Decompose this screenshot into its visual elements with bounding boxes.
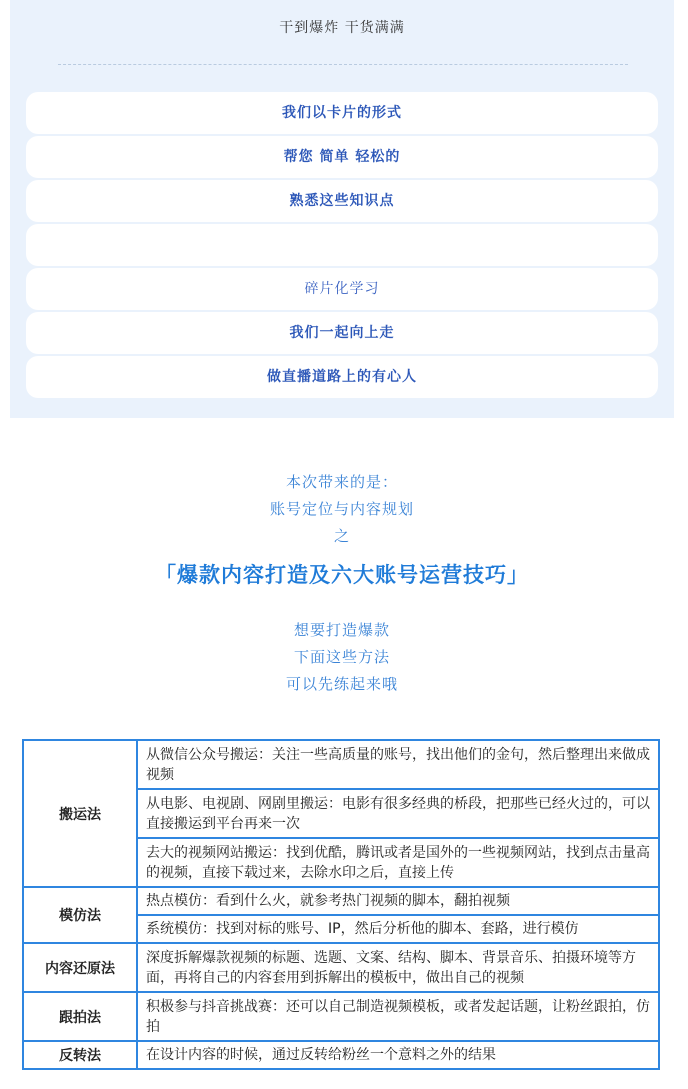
intro-line-6: 可以先练起来哦 (285, 675, 398, 693)
table-row (23, 887, 659, 915)
intro-line-5: 下面这些方法 (293, 648, 390, 666)
intro-line-1: 本次带来的是： (285, 473, 398, 491)
card-4-empty (26, 224, 658, 266)
intro-line-2: 账号定位与内容规划 (269, 500, 414, 518)
table-row (23, 1041, 659, 1069)
category-cell: 内容还原法 (23, 943, 137, 992)
card-6: 我们一起向上走 (26, 312, 658, 354)
methods-table (22, 739, 660, 1070)
card-1: 我们以卡片的形式 (26, 92, 658, 134)
method-cell: 从微信公众号搬运：关注一些高质量的账号，找出他们的金句，然后整理出来做成视频 (137, 740, 659, 789)
method-cell: 去大的视频网站搬运：找到优酷，腾讯或者是国外的一些视频网站，找到点击量高的视频，直接下载过来，去除水印之后，直接上传 (137, 838, 659, 887)
category-cell: 反转法 (23, 1041, 137, 1069)
category-cell: 搬运法 (23, 740, 137, 887)
card-5: 碎片化学习 (26, 268, 658, 310)
card-7: 做直播道路上的有心人 (26, 356, 658, 398)
main-title: 「爆款内容打造及六大账号运营技巧」 (155, 563, 529, 587)
intro-line-3: 之 (333, 527, 350, 545)
method-cell: 在设计内容的时候，通过反转给粉丝一个意料之外的结果 (137, 1041, 659, 1069)
slogan-text: 干到爆炸 干货满满 (279, 20, 405, 36)
table-row (23, 740, 659, 789)
table-row (23, 992, 659, 1041)
card-3: 熟悉这些知识点 (26, 180, 658, 222)
category-cell: 跟拍法 (23, 992, 137, 1041)
method-cell: 深度拆解爆款视频的标题、选题、文案、结构、脚本、背景音乐、拍摄环境等方面，再将自己的内容套用到拆解出的模板中，做出自己的视频 (137, 943, 659, 992)
category-cell: 模仿法 (23, 887, 137, 943)
card-2: 帮您 简单 轻松的 (26, 136, 658, 178)
intro-line-4: 想要打造爆款 (293, 621, 390, 639)
method-cell: 从电影、电视剧、网剧里搬运：电影有很多经典的桥段，把那些已经火过的，可以直接搬运到平台再来一次 (137, 789, 659, 838)
method-cell: 积极参与抖音挑战赛：还可以自己制造视频模板，或者发起话题，让粉丝跟拍，仿拍 (137, 992, 659, 1041)
dashed-divider (58, 64, 628, 65)
table-row (23, 943, 659, 992)
method-cell: 系统模仿：找到对标的账号、IP，然后分析他的脚本、套路，进行模仿 (137, 915, 659, 943)
method-cell: 热点模仿：看到什么火，就参考热门视频的脚本，翻拍视频 (137, 887, 659, 915)
